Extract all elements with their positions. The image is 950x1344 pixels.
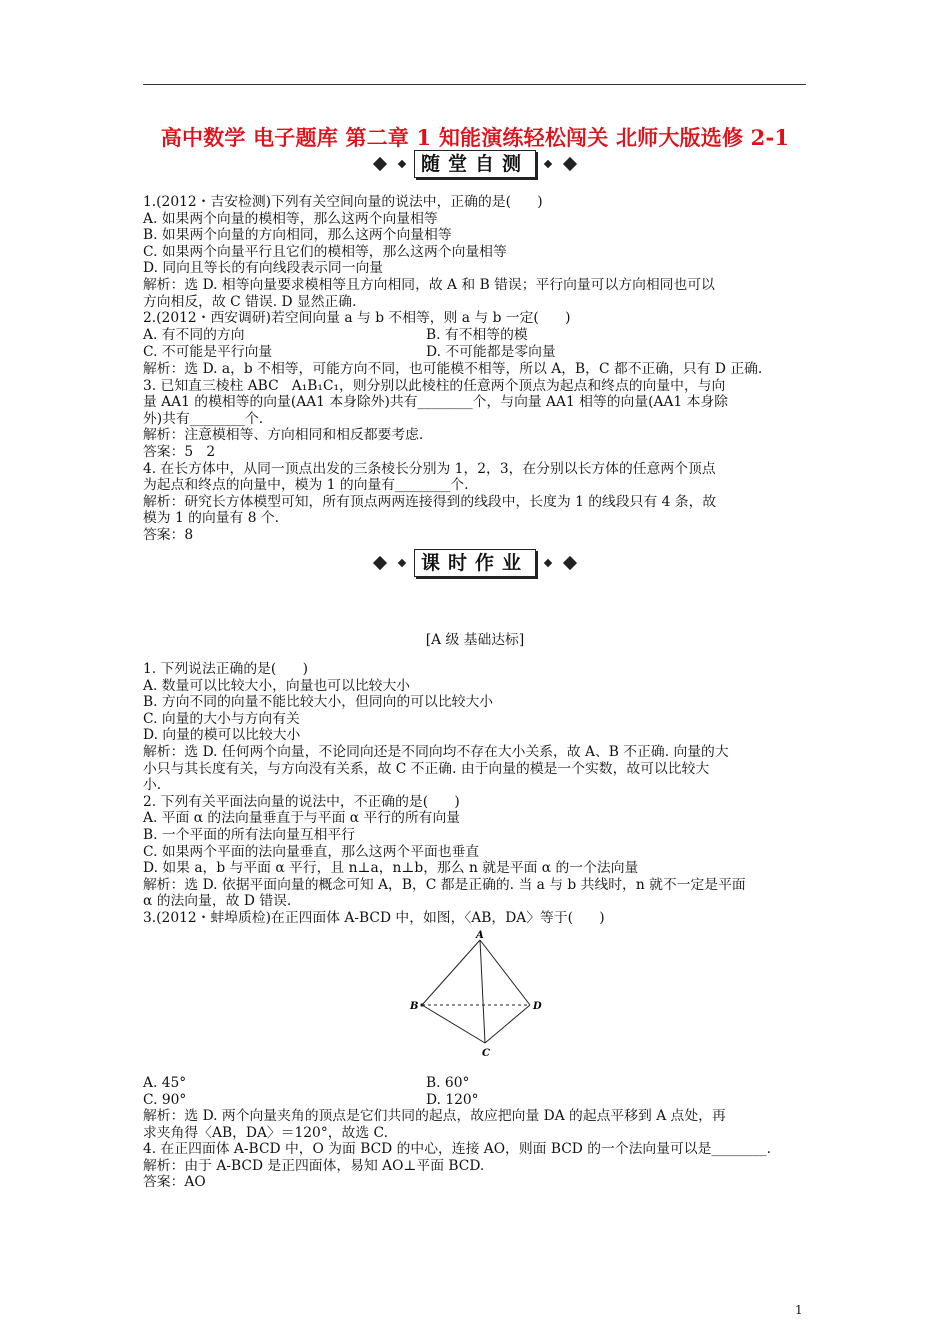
banner-label: 随堂自测: [414, 150, 536, 178]
text-line: 解析：注意模相等、方向相同和相反都要考虑.: [143, 427, 424, 444]
text-line: B. 方向不同的向量不能比较大小，但同向的可以比较大小: [143, 694, 494, 711]
text-line: B. 如果两个向量的方向相同，那么这两个向量相等: [143, 227, 452, 244]
text-line: D. 同向且等长的有向线段表示同一向量: [143, 260, 384, 277]
text-line: 解析：选 D. 任何两个向量，不论同向还是不同向均不存在大小关系，故 A、B 不正确. 向量的大: [143, 743, 729, 760]
text-line: 1.(2012・吉安检测)下列有关空间向量的说法中，正确的是( ): [143, 194, 543, 210]
option: B. 60°: [426, 1075, 470, 1091]
text-line: A. 平面 α 的法向量垂直于与平面 α 平行的所有向量: [143, 810, 461, 827]
text-line: A. 如果两个向量的模相等，那么这两个向量相等: [143, 210, 438, 227]
text-line: D. 向量的模可以比较大小: [143, 727, 301, 744]
diamond-icon: [373, 157, 387, 171]
text-line: 外)共有________个.: [143, 410, 264, 427]
text-line: 3. 已知直三棱柱 ABC A₁B₁C₁，则分别以此棱柱的任意两个顶点为起点和终点的向量中，与向: [143, 377, 726, 394]
text-line: C. 如果两个向量平行且它们的模相等，那么这两个向量相等: [143, 243, 507, 260]
vertex-label-a: A: [476, 930, 484, 941]
text-line: 解析：研究长方体模型可知，所有顶点两两连接得到的线段中，长度为 1 的线段只有 4 条，故: [143, 493, 717, 510]
section-3-answers: [143, 1108, 813, 1191]
option: D. 不可能都是零向量: [426, 343, 556, 360]
diamond-icon: [373, 556, 387, 570]
text-line: 为起点和终点的向量中，模为 1 的向量有________个.: [143, 477, 469, 494]
text-line: 解析：选 D. a，b 不相等，可能方向不同，也可能模不相等，所以 A，B，C 都不正确，只有 D 正确.: [143, 361, 763, 377]
option: C. 不可能是平行向量: [143, 343, 273, 360]
option: A. 有不同的方向: [143, 327, 245, 343]
text-line: 量 AA1 的模相等的向量(AA1 本身除外)共有________个，与向量 AA1 相等的向量(AA1 本身除: [143, 394, 728, 411]
banner-label: 课时作业: [414, 549, 536, 577]
text-line: 模为 1 的向量有 8 个.: [143, 510, 280, 527]
vertex-label-b: B: [410, 1001, 419, 1012]
text-line: 解析：选 D. 依据平面向量的概念可知 A，B，C 都是正确的. 当 a 与 b 共线时，n 就不一定是平面: [143, 876, 746, 893]
text-line: 4. 在长方体中，从同一顶点出发的三条棱长分别为 1，2，3，在分别以长方体的任意两个顶点: [143, 460, 716, 477]
diamond-icon: [563, 157, 577, 171]
text-line: 2.(2012・西安调研)若空间向量 a 与 b 不相等，则 a 与 b 一定( ): [143, 310, 571, 327]
option: A. 45°: [143, 1075, 187, 1091]
section-1-questions: [143, 194, 813, 327]
text-line: 方向相反，故 C 错误. D 显然正确.: [143, 293, 357, 310]
diamond-icon: [398, 559, 406, 567]
diamond-icon: [544, 559, 552, 567]
text-line: 小.: [143, 777, 162, 794]
text-line: 答案：5 2: [143, 443, 216, 460]
text-line: 答案：AO: [143, 1174, 206, 1191]
text-line: A. 数量可以比较大小，向量也可以比较大小: [143, 677, 411, 694]
text-line: 解析：选 D. 相等向量要求模相等且方向相同，故 A 和 B 错误；平行向量可以方向相同也可以: [143, 276, 715, 293]
option: B. 有不相等的模: [426, 327, 528, 343]
text-line: 答案：8: [143, 526, 194, 543]
level-heading: [A 级 基础达标]: [425, 632, 525, 648]
text-line: 解析：由于 A-BCD 是正四面体，易知 AO⊥平面 BCD.: [143, 1157, 485, 1174]
page-number: 1: [795, 1303, 803, 1317]
tetrahedron-figure: [405, 928, 550, 1063]
text-line: 1. 下列说法正确的是( ): [143, 661, 309, 677]
banner-homework: [0, 549, 950, 579]
vertex-label-d: D: [533, 1001, 542, 1012]
text-line: C. 如果两个平面的法向量垂直，那么这两个平面也垂直: [143, 843, 480, 860]
text-line: 2. 下列有关平面法向量的说法中，不正确的是( ): [143, 793, 460, 810]
text-line: 小只与其长度有关，与方向没有关系，故 C 不正确. 由于向量的模是一个实数，故可以比较大: [143, 760, 710, 777]
text-line: α 的法向量，故 D 错误.: [143, 893, 292, 910]
q2-options: [143, 327, 743, 360]
section-2-questions: [143, 661, 813, 927]
text-line: 4. 在正四面体 A-BCD 中，O 为面 BCD 的中心，连接 AO，则面 BCD 的一个法向量可以是________.: [143, 1141, 771, 1158]
diamond-icon: [398, 160, 406, 168]
text-line: 解析：选 D. 两个向量夹角的顶点是它们共同的起点，故应把向量 DA 的起点平移到 A 点处，再: [143, 1108, 726, 1124]
q3-options: [143, 1075, 743, 1108]
section-1b-answers: [143, 361, 813, 544]
option: C. 90°: [143, 1091, 187, 1108]
page-title: 高中数学 电子题库 第二章 1 知能演练轻松闯关 北师大版选修 2-1: [160, 125, 790, 150]
text-line: C. 向量的大小与方向有关: [143, 710, 300, 727]
option: D. 120°: [426, 1091, 479, 1108]
text-line: 3.(2012・蚌埠质检)在正四面体 A-BCD 中，如图，〈AB，DA〉等于( ): [143, 909, 605, 926]
diamond-icon: [544, 160, 552, 168]
text-line: D. 如果 a，b 与平面 α 平行，且 n⊥a，n⊥b，那么 n 就是平面 α 的一个法向量: [143, 860, 639, 877]
diamond-icon: [563, 556, 577, 570]
header-rule: [143, 84, 806, 85]
text-line: 求夹角得〈AB，DA〉＝120°，故选 C.: [143, 1124, 388, 1141]
text-line: B. 一个平面的所有法向量互相平行: [143, 826, 356, 843]
vertex-label-c: C: [482, 1048, 490, 1059]
banner-in-class-test: [0, 150, 950, 180]
